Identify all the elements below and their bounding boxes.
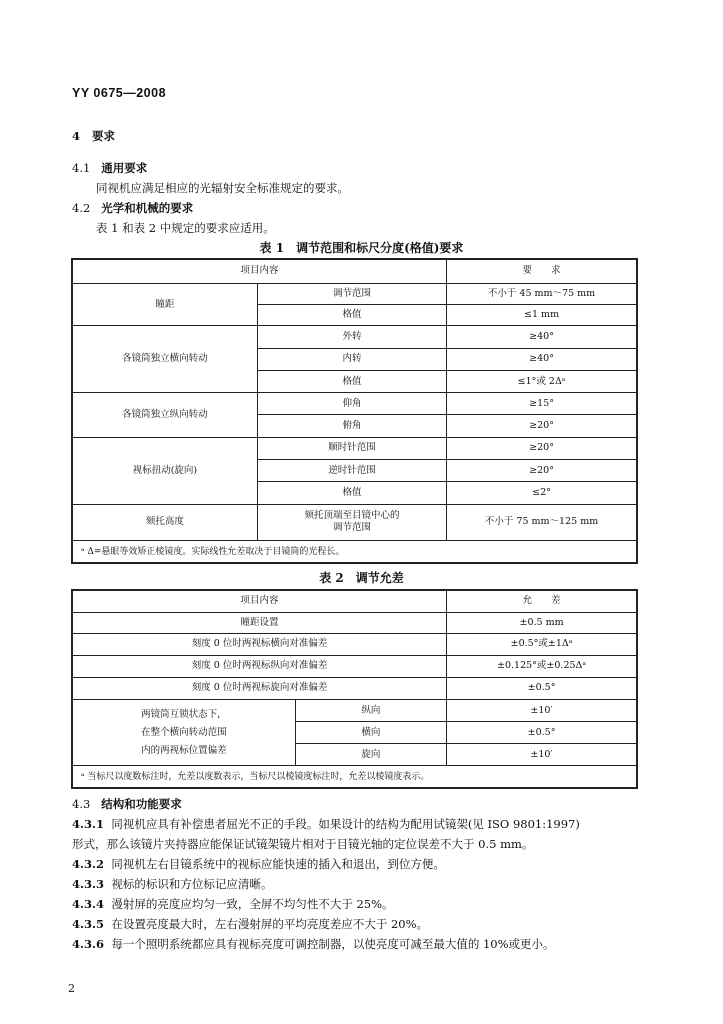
table-header-cell: 允 差 [447,590,637,612]
cell-line: 内的两视标位置偏差 [141,744,227,756]
table-cell: 格值 [257,370,446,392]
section-4-1-heading [72,160,147,176]
section-title: 光学和机械的要求 [101,201,194,215]
table-row [72,504,637,540]
table-cell: 视标扭动(旋向) [72,437,257,504]
section-title: 结构和功能要求 [101,797,182,811]
table-cell: 逆时针范围 [257,460,446,482]
section-number: 4 [72,129,81,143]
table-cell: 纵向 [295,700,446,722]
table-cell: 调节范围 [257,283,446,304]
table-footnote: ᵃ Δ=悬眼等效矫正棱镜度。实际线性允差取决于目镜筒的光程长。 [72,541,637,563]
section-4-3-heading [72,796,182,812]
clause-4-3-5 [72,916,428,932]
section-number: 4.2 [72,201,91,215]
standard-header: YY 0675—2008 [72,86,167,100]
clause-text: 形式，那么该镜片夹持器应能保证试镜架镜片相对于目镜光轴的定位误差不大于 0.5 mm。 [72,837,534,851]
clause-text: 每一个照明系统都应具有视标亮度可调控制器，以使亮度可减至最大值的 10%或更小。 [111,937,555,951]
table-cell: ±0.5°或±1Δᵃ [447,633,637,655]
table-row [72,541,637,563]
table-cell: ≤1°或 2Δᵃ [447,370,637,392]
table-2-caption: 表 2 调节允差 [319,571,404,585]
section-4-2-heading [72,200,193,216]
table-cell [257,504,446,540]
table-cell: ±0.5 mm [447,612,637,633]
table-header-cell: 项目内容 [72,590,447,612]
clause-4-3-6 [72,936,555,952]
table-cell: ≥20° [447,460,637,482]
table-cell: ≥20° [447,415,637,437]
table-cell: 各镜筒独立横向转动 [72,326,257,393]
clause-4-3-1-continuation [72,836,533,852]
section-4-2-text: 表 1 和表 2 中规定的要求应适用。 [96,221,275,235]
section-4-1-text: 同视机应满足相应的光辐射安全标准规定的要求。 [96,181,349,195]
table-cell: 俯角 [257,415,446,437]
section-number: 4.3 [72,797,91,811]
table-1-caption: 表 1 调节范围和标尺分度(格值)要求 [259,241,464,255]
table-cell: 刻度 0 位时两视标旋向对准偏差 [72,677,447,699]
table-row [72,655,637,677]
table-cell: ≤1 mm [447,305,637,326]
table-row [72,612,637,633]
table-row [72,283,637,304]
clause-4-3-1 [72,816,580,832]
clause-number: 4.3.2 [72,857,105,871]
clause-number: 4.3.6 [72,937,105,951]
table-row [72,259,637,283]
table-1 [71,258,638,564]
table-2 [71,589,638,789]
table-cell: 格值 [257,482,446,504]
clause-text: 同视机左右目镜系统中的视标应能快速的插入和退出，到位方便。 [111,857,445,871]
table-cell: 横向 [295,722,446,744]
clause-text: 视标的标识和方位标记应清晰。 [111,877,273,891]
table-cell: 仰角 [257,393,446,415]
clause-4-3-4 [72,896,394,912]
clause-text: 同视机应具有补偿患者屈光不正的手段。如果设计的结构为配用试镜架(见 ISO 9801:1997) [111,817,580,831]
table-cell: 各镜筒独立纵向转动 [72,393,257,438]
table-cell: ±0.5° [447,677,637,699]
table-cell: ≥40° [447,348,637,370]
clause-number: 4.3.3 [72,877,105,891]
clause-4-3-2 [72,856,445,872]
table-cell: ≤2° [447,482,637,504]
clause-number: 4.3.5 [72,917,105,931]
table-cell: 瞳距设置 [72,612,447,633]
cell-line: 在整个横向转动范围 [141,726,227,738]
table-row [72,766,637,788]
table-row [72,677,637,699]
table-cell: 刻度 0 位时两视标横向对准偏差 [72,633,447,655]
table-row [72,700,637,722]
clause-4-3-3 [72,876,272,892]
section-number: 4.1 [72,161,91,175]
table-cell: 刻度 0 位时两视标纵向对准偏差 [72,655,447,677]
table-cell: ≥20° [447,437,637,459]
table-cell: 不小于 75 mm～125 mm [447,504,637,540]
table-cell: ±10′ [447,700,637,722]
cell-line: 颏托顶端至目镜中心的 [304,510,400,522]
cell-line: 调节范围 [332,522,371,534]
section-4-heading [72,128,115,144]
table-cell: ≥40° [447,326,637,348]
table-cell: 格值 [257,305,446,326]
table-header-cell: 项目内容 [72,259,447,283]
table-header-cell: 要 求 [447,259,637,283]
table-cell: 顺时针范围 [257,437,446,459]
section-title: 要求 [92,129,116,143]
table-cell: 旋向 [295,744,446,766]
table-cell [72,700,295,766]
clause-text: 在设置亮度最大时，左右漫射屏的平均亮度差应不大于 20%。 [111,917,429,931]
table-cell: 颏托高度 [72,504,257,540]
table-cell: ±0.5° [447,722,637,744]
clause-number: 4.3.4 [72,897,105,911]
table-row [72,633,637,655]
table-footnote: ᵃ 当标尺以度数标注时，允差以度数表示，当标尺以棱镜度标注时，允差以棱镜度表示。 [72,766,637,788]
table-row [72,437,637,459]
table-row [72,393,637,415]
table-row [72,590,637,612]
page-number: 2 [68,982,75,995]
section-title: 通用要求 [101,161,148,175]
clause-text: 漫射屏的亮度应均匀一致，全屏不均匀性不大于 25%。 [111,897,394,911]
table-cell: ≥15° [447,393,637,415]
table-cell: 内转 [257,348,446,370]
table-cell: 瞳距 [72,283,257,326]
table-row [72,326,637,348]
cell-line: 两镜筒互锁状态下， [141,708,227,720]
table-cell: 不小于 45 mm～75 mm [447,283,637,304]
clause-number: 4.3.1 [72,817,105,831]
table-cell: ±10′ [447,744,637,766]
table-cell: ±0.125°或±0.25Δᵃ [447,655,637,677]
table-cell: 外转 [257,326,446,348]
